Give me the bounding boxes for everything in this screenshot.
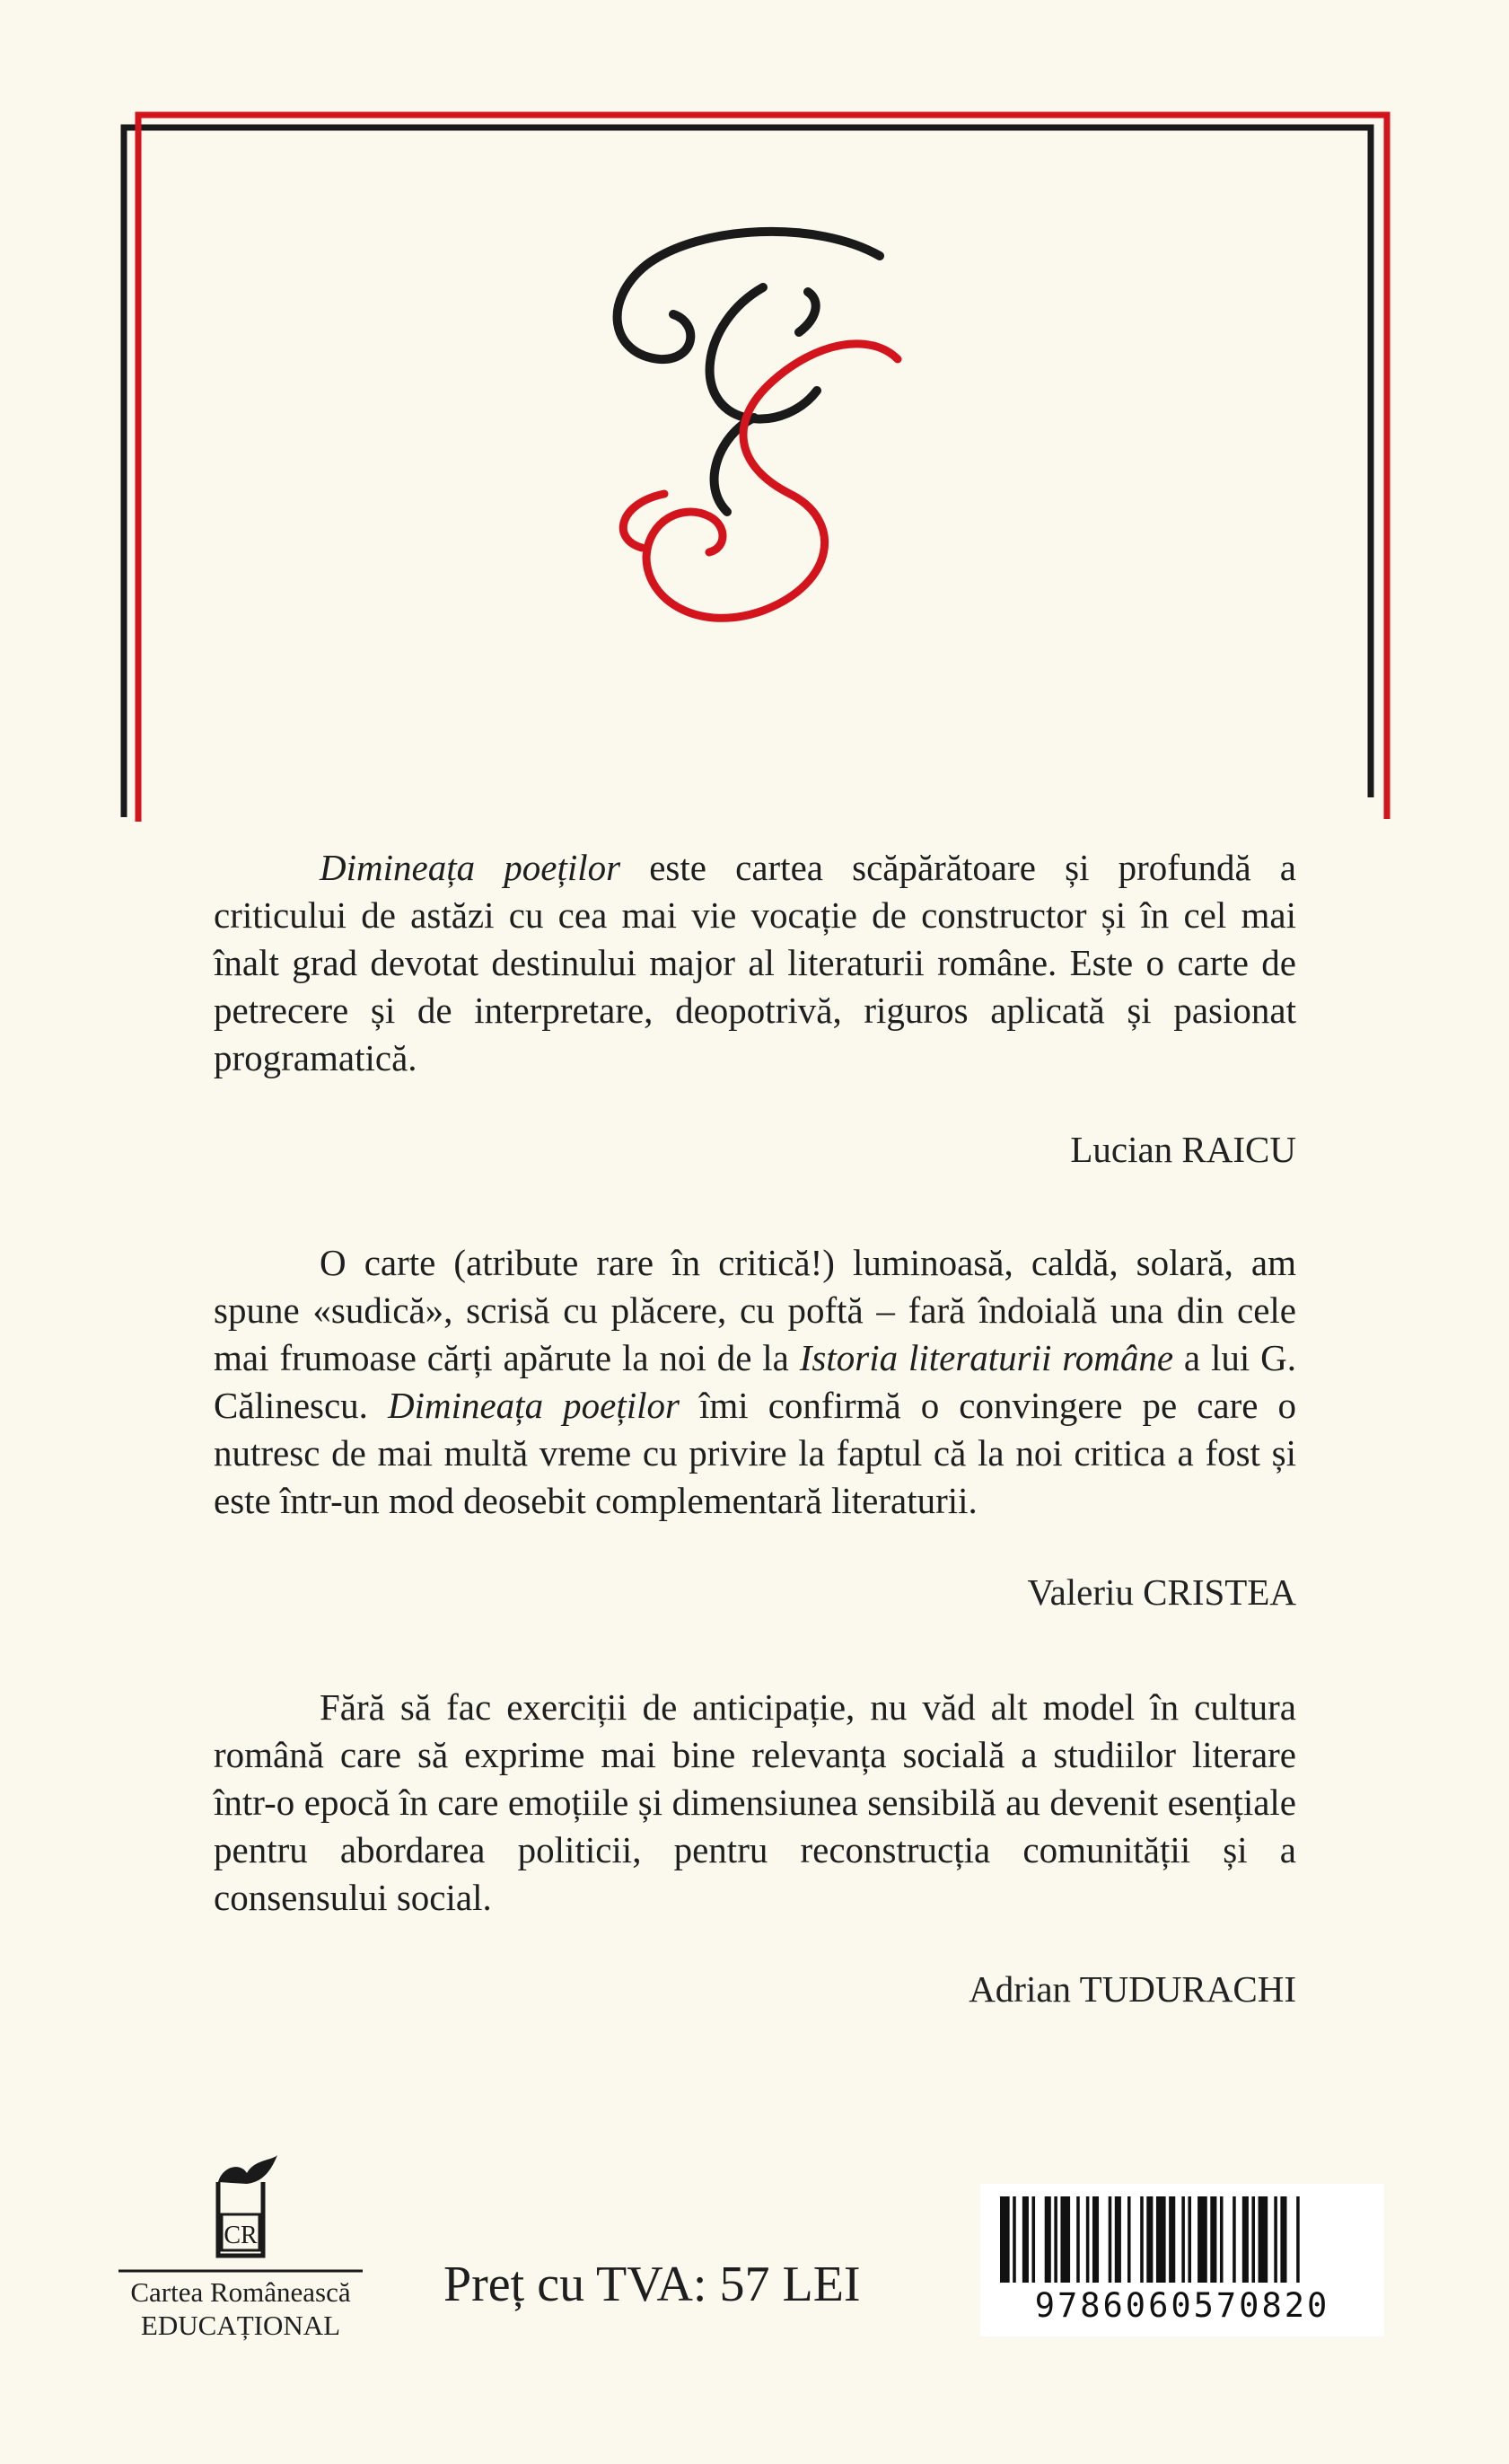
barcode-bar	[1146, 2196, 1153, 2283]
review-1-author: Lucian RAICU	[1070, 1129, 1296, 1170]
barcode-bar	[1076, 2196, 1080, 2283]
barcode-bar	[1181, 2196, 1185, 2283]
barcode-bar	[1251, 2196, 1255, 2283]
monogram-es-icon	[592, 224, 916, 629]
cartea-romaneasca-logo-icon	[191, 2155, 290, 2263]
review-2-author: Valeriu CRISTEA	[1027, 1571, 1296, 1613]
barcode-bar	[1280, 2196, 1286, 2283]
barcode-bar	[1045, 2196, 1051, 2283]
barcode-bar	[1013, 2196, 1016, 2283]
barcode-bar	[1274, 2196, 1277, 2283]
barcode-bar	[1127, 2196, 1131, 2283]
barcode-bar	[1032, 2196, 1036, 2283]
barcode-bar	[1233, 2196, 1236, 2283]
barcode-bar	[1022, 2196, 1029, 2283]
barcode-bar	[1054, 2196, 1057, 2283]
publisher-name-line2: EDUCAȚIONAL	[140, 2310, 341, 2341]
review-1-text: Dimineața poeților este cartea scăpărătoare și profundă a criticului de astăzi cu cea mai vie vocație de constructor și în cel mai înalt grad devotat destinului major al literaturii române. Este o carte de petrecere și de interpretare, deopotrivă, riguros aplicată și pasionat programatică.	[214, 847, 1296, 1078]
price-label: Preț cu TVA: 57 LEI	[443, 2257, 861, 2312]
publisher-name-line1: Cartea Românească	[130, 2276, 351, 2308]
svg-text:CR: CR	[224, 2222, 258, 2249]
barcode-bar	[1060, 2196, 1070, 2283]
publisher-divider	[118, 2268, 363, 2274]
barcode-bar	[1169, 2196, 1175, 2283]
barcode-bar	[1086, 2196, 1090, 2283]
review-1	[214, 844, 1296, 1174]
barcode-icon	[980, 2184, 1384, 2284]
barcode-bar	[1109, 2196, 1112, 2283]
barcode-bar	[1156, 2196, 1166, 2283]
barcode-digits: 9786060570820	[1034, 2286, 1330, 2325]
review-3-text: Fără să fac exerciții de anticipație, nu văd alt model în cultura română care să exprime mai bine relevanța socială a studiilor literare într-o epocă în care emoțiile și dimensiunea sensibilă au devenit esențiale pentru abordarea politicii, pentru reconstrucția comunității și a consensului social.	[214, 1686, 1296, 1918]
barcode-bar	[1259, 2196, 1268, 2283]
barcode-bar	[1115, 2196, 1121, 2283]
barcode-bar	[1220, 2196, 1224, 2283]
barcode	[980, 2184, 1384, 2336]
review-3-author: Adrian TUDURACHI	[969, 1968, 1296, 2010]
barcode-bar	[1092, 2196, 1099, 2283]
barcode-bar	[1296, 2196, 1300, 2283]
barcode-bar	[1198, 2196, 1207, 2283]
review-2-text: O carte (atribute rare în critică!) luminoasă, caldă, solară, am spune «sudică», scrisă cu plăcere, cu poftă – fară îndoială una din cele mai frumoase cărți apărute la noi de la Istoria literaturii române a lui G. Călinescu. Dimineața poeților îmi confirmă o convingere pe care o nutresc de mai multă vreme cu privire la faptul că la noi critica a fost și este într-un mod deosebit complementară literaturii.	[214, 1242, 1297, 1521]
review-1-italic-title: Dimineața poeților	[320, 847, 621, 888]
barcode-bar	[1140, 2196, 1144, 2283]
publisher-logo	[118, 2155, 363, 2353]
barcode-bar	[1000, 2196, 1010, 2283]
barcode-bar	[1188, 2196, 1191, 2283]
review-3	[214, 1684, 1296, 2013]
barcode-bar	[1210, 2196, 1216, 2283]
barcode-bar	[1242, 2196, 1249, 2283]
review-2	[214, 1239, 1296, 1616]
